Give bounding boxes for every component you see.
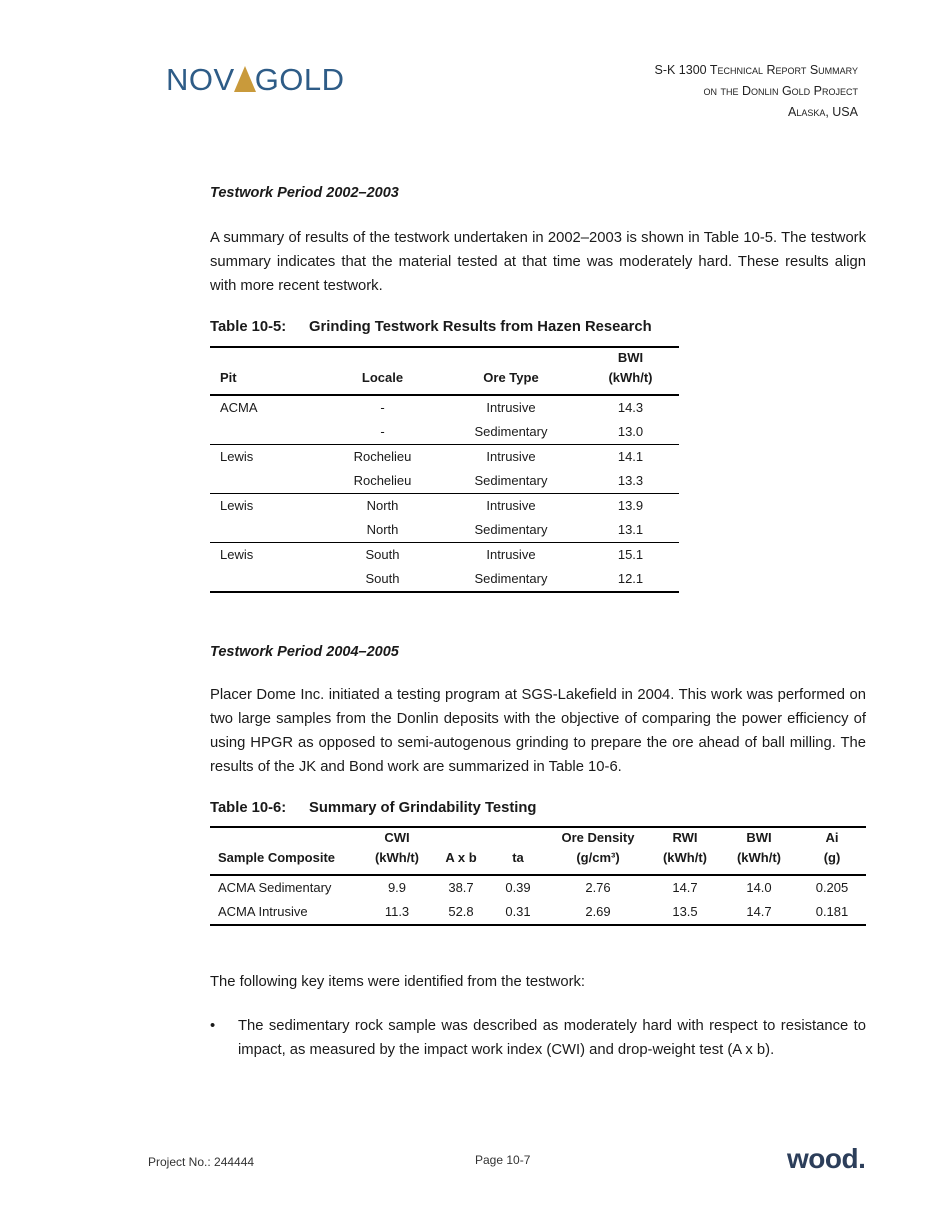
table-number: Table 10-6:	[210, 800, 287, 816]
cell-ta: 0.39	[505, 880, 531, 895]
cell-pit	[210, 567, 325, 592]
col-rwi: RWI (kWh/t)	[662, 830, 708, 865]
table-row	[210, 445, 679, 470]
cell-axb: 38.7	[448, 880, 474, 895]
project-number: Project No.: 244444	[148, 1155, 255, 1169]
wood-logo: wood.	[787, 1143, 866, 1174]
cell-density: 2.69	[585, 904, 611, 919]
cell-ai: 0.181	[815, 904, 849, 919]
table-row	[210, 469, 679, 494]
table-header-row	[210, 347, 679, 395]
cell-pit: Lewis	[220, 547, 254, 562]
report-title-line2: on the Donlin Gold Project	[703, 84, 858, 98]
col-ore-type: Ore Type	[483, 370, 539, 385]
grinding-testwork-table	[210, 346, 679, 593]
cell-ore-type: Sedimentary	[474, 522, 548, 537]
cell-locale: -	[380, 400, 385, 415]
cell-locale: Rochelieu	[353, 449, 412, 464]
cell-sample: ACMA Sedimentary	[218, 880, 332, 895]
cell-ai: 0.205	[815, 880, 849, 895]
cell-axb: 52.8	[448, 904, 474, 919]
cell-locale: -	[380, 424, 385, 439]
cell-rwi: 14.7	[672, 880, 698, 895]
bullet-icon: •	[210, 1018, 216, 1034]
cell-pit: Lewis	[220, 498, 254, 513]
cell-ore-type: Intrusive	[486, 400, 536, 415]
cell-pit	[210, 518, 325, 543]
table-row	[210, 420, 679, 445]
table-row	[210, 875, 866, 900]
cell-locale: North	[366, 522, 399, 537]
table-row	[210, 518, 679, 543]
cell-pit	[210, 420, 325, 445]
table-title: Summary of Grindability Testing	[309, 800, 537, 816]
table-title: Grinding Testwork Results from Hazen Research	[309, 319, 652, 335]
cell-density: 2.76	[585, 880, 611, 895]
cell-pit: ACMA	[220, 400, 258, 415]
cell-bwi: 14.7	[746, 904, 772, 919]
cell-ore-type: Intrusive	[486, 498, 536, 513]
table-row	[210, 567, 679, 592]
novagold-logo: NOV GOLD	[166, 62, 345, 97]
cell-ore-type: Intrusive	[486, 547, 536, 562]
cell-sample: ACMA Intrusive	[218, 904, 308, 919]
page-number: Page 10-7	[475, 1153, 531, 1167]
report-title-line3: Alaska, USA	[787, 105, 858, 119]
cell-bwi: 15.1	[617, 547, 644, 562]
section-paragraph: Placer Dome Inc. initiated a testing program at SGS-Lakefield in 2004. This work was performed on two large samples from the Donlin deposits with the objective of comparing the power efficiency of using HPGR as opposed to semi-autogenous grinding to prepare the ore ahead of ball milling. The results of the JK and Bond work are summarized in Table 10-6.	[210, 687, 866, 775]
col-locale: Locale	[361, 370, 404, 385]
cell-locale: South	[365, 547, 400, 562]
cell-bwi: 13.1	[617, 522, 644, 537]
section-title: Testwork Period 2002–2003	[210, 185, 399, 201]
cell-pit	[210, 469, 325, 494]
cell-bwi: 13.0	[617, 424, 644, 439]
table-caption	[210, 319, 866, 335]
cell-bwi: 13.9	[617, 498, 644, 513]
cell-locale: South	[365, 571, 400, 586]
report-title-line1: S-K 1300 Technical Report Summary	[654, 63, 858, 77]
col-bwi: BWI (kWh/t)	[736, 830, 782, 865]
col-axb: A x b	[445, 850, 477, 865]
col-bwi: BWI (kWh/t)	[608, 350, 653, 385]
cell-ta: 0.31	[505, 904, 531, 919]
key-items-list	[210, 1014, 866, 1062]
cell-rwi: 13.5	[672, 904, 698, 919]
table-number: Table 10-5:	[210, 319, 287, 335]
cell-ore-type: Sedimentary	[474, 571, 548, 586]
bullet-text: The sedimentary rock sample was described as moderately hard with respect to resistance to impact, as measured by the impact work index (CWI) and drop-weight test (A x b).	[238, 1018, 866, 1058]
table-row	[210, 395, 679, 420]
cell-cwi: 11.3	[384, 904, 410, 919]
table-row	[210, 494, 679, 519]
col-ta: ta	[512, 850, 524, 865]
key-items-intro: The following key items were identified from the testwork:	[210, 974, 586, 990]
cell-bwi: 14.3	[617, 400, 644, 415]
table-row	[210, 900, 866, 925]
cell-ore-type: Sedimentary	[474, 424, 548, 439]
cell-ore-type: Sedimentary	[474, 473, 548, 488]
grindability-table	[210, 826, 866, 926]
table-header-row	[210, 827, 866, 875]
table-caption	[210, 800, 866, 816]
bullet-item	[210, 1014, 866, 1062]
logo-triangle-icon	[234, 66, 256, 92]
cell-cwi: 9.9	[387, 880, 407, 895]
section-title: Testwork Period 2004–2005	[210, 644, 399, 660]
cell-bwi: 14.1	[617, 449, 644, 464]
cell-bwi: 13.3	[617, 473, 644, 488]
table-row	[210, 543, 679, 568]
cell-bwi: 14.0	[746, 880, 772, 895]
section-paragraph: A summary of results of the testwork undertaken in 2002–2003 is shown in Table 10-5. The testwork summary indicates that the material tested at that time was moderately hard. These results align with more recent testwork.	[210, 230, 866, 294]
col-sample: Sample Composite	[218, 850, 336, 865]
col-pit: Pit	[220, 370, 237, 385]
cell-locale: North	[366, 498, 399, 513]
col-density: Ore Density (g/cm³)	[561, 830, 635, 865]
section-2002-2003	[210, 185, 866, 201]
cell-ore-type: Intrusive	[486, 449, 536, 464]
cell-pit: Lewis	[220, 449, 254, 464]
cell-locale: Rochelieu	[353, 473, 412, 488]
col-cwi: CWI (kWh/t)	[374, 830, 420, 865]
col-ai: Ai (g)	[823, 830, 841, 865]
report-header	[655, 60, 859, 123]
cell-bwi: 12.1	[617, 571, 644, 586]
